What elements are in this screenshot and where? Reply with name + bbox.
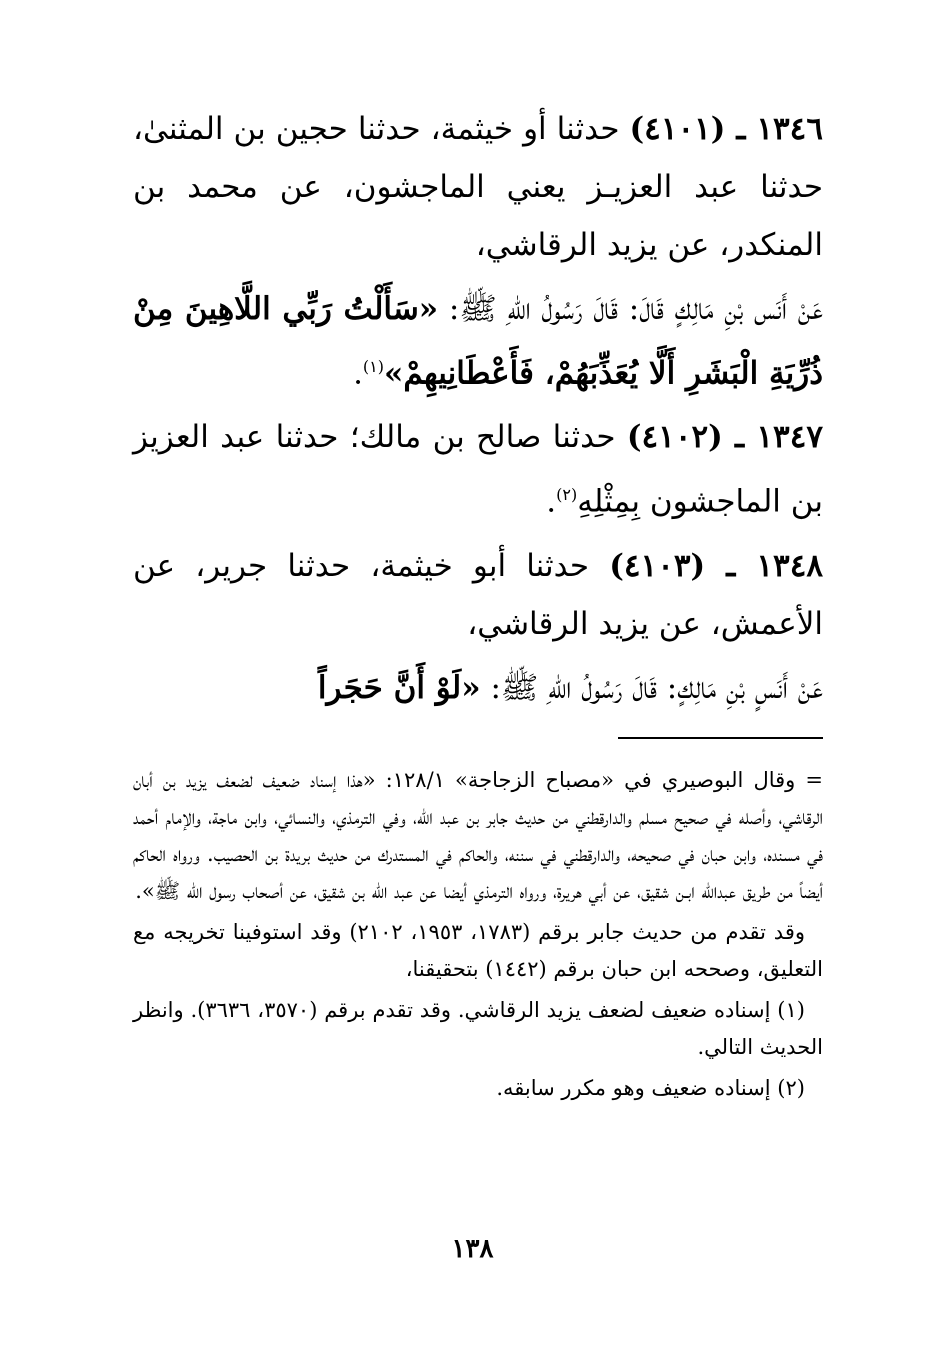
footnote-2: (٢) إسناده ضعيف وهو مكرر سابقه. [496,1076,805,1100]
matn-end: . [353,355,363,392]
isnad-text: حدثنا أو خيثمة، حدثنا حجين بن المثنىٰ، حدثنا عبد العزيـز يعني الماجشون، عن محمد بن المنكدر، عن يزيد الرقاشي، [133,111,823,263]
hadith-text: حدثنا صالح بن مالك؛ حدثنا عبد العزيز بن الماجشون بِمِثْلِهِ [133,419,823,520]
footnote-divider [618,737,823,739]
footnote-ref: (١) [362,357,385,376]
matn-intro: عَنْ أَنَس بْنِ مَالِكٍ قَالَ: قَالَ رَسُولُ اللهِ ﷺ: [448,291,823,327]
matn-intro: عَنْ أَنَسٍ بْنِ مَالِكٍ: قَالَ رَسُولُ اللهِ ﷺ: [490,669,823,706]
page-number: ١٣٨ [451,1234,494,1264]
main-text [133,100,823,723]
hadith-1346-isnad [133,100,823,274]
matn-quote: «لَوْ أَنَّ حَجَراً [317,669,481,706]
hadith-number: ١٣٤٦ ـ (٤١٠١) [629,111,823,147]
footnote-continuation: = وقال البوصيري في «مصباح الزجاجة» ١٢٨/١: «هذا إسناد ضعيف لضعف يزيد بن أبان الرقاشي، وأصله في صحيح مسلم والدارقطني من حديث جابر بن عبد الله، وفي الترمذي، والنسائي، وابن ماجة، والإمام أحمد في مسنده، وابن حبان في صحيحه، والدارقطني في سننه، والحاكم في المستدرك من حديث بريدة بن الحصيب. ورواه الحاكم أيضاً من طريق عبدالله ابـن شقيق، عن أبي هريرة، ورواه الترمذي أيضا عن عبد الله بن شقيق، عن أصحاب رسول الله ﷺ». [133,768,823,903]
footnote-ref: (٢) [556,485,578,505]
footnote-1: (١) إسناده ضعيف لضعف يزيد الرقاشي. وقد تقدم برقم (٣٥٧٠، ٣٦٣٦). وانظر الحديث التالي. [133,998,823,1059]
hadith-1348-matn [133,659,823,717]
footnotes [133,762,823,1111]
hadith-1348-isnad [133,537,823,653]
hadith-1346-matn [133,280,823,402]
hadith-number: ١٣٤٨ ـ (٤١٠٣) [609,547,823,584]
isnad-text: حدثنا أبو خيثمة، حدثنا جرير، عن الأعمش، عن يزيد الرقاشي، [133,547,823,642]
hadith-end: . [546,483,557,520]
hadith-1347 [133,408,823,530]
matn-quote: «سَأَلْتُ رَبِّي اللَّاهِينَ مِنْ ذُرِّيَةِ الْبَشَرِ أَلَّا يُعَذِّبَهُمْ، فَأَعْطَانِيهِمْ» [133,291,823,392]
footnote-continuation-2: وقد تقدم من حديث جابر برقم (١٧٨٣، ١٩٥٣، ٢١٠٢) وقد استوفينا تخريجه مع التعليق، وصححه ابن حبان برقم (١٤٤٢) بتحقيقنا، [133,920,823,981]
hadith-number: ١٣٤٧ ـ (٤١٠٢) [626,419,824,456]
